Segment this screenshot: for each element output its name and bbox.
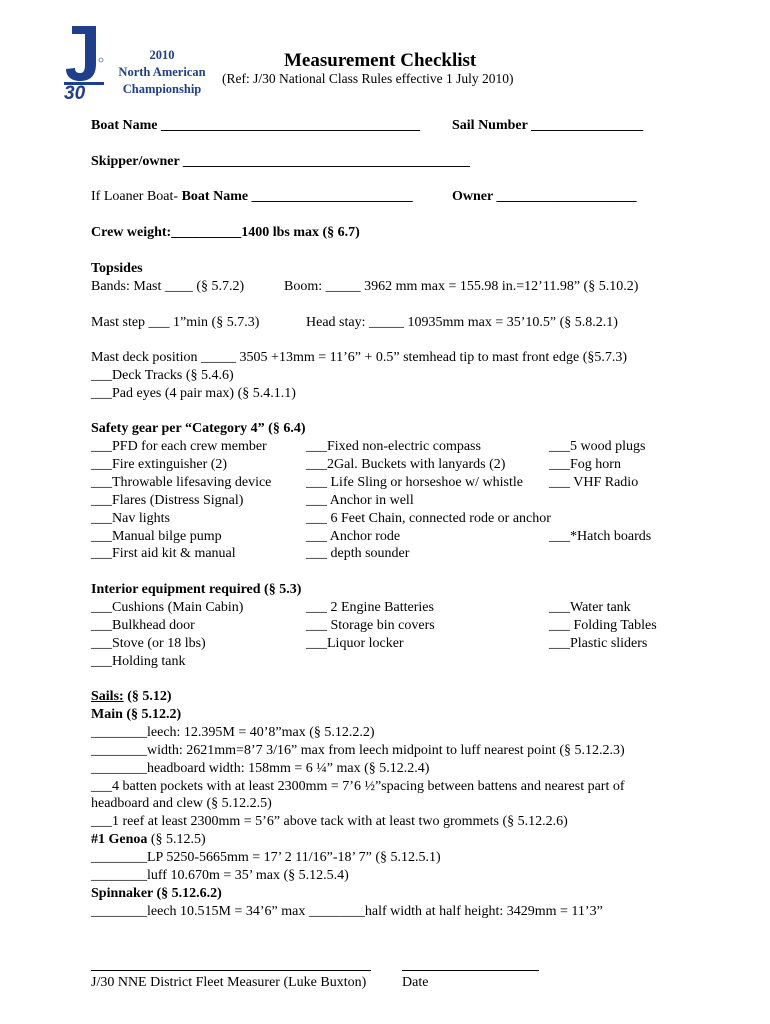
j30-class-logo xyxy=(62,24,106,100)
signature-line[interactable] xyxy=(91,970,371,971)
safety-col2-item[interactable]: ___Fixed non-electric compass xyxy=(306,439,481,454)
main-sail-item[interactable]: ___1 reef at least 2300mm = 5’6” above tack with at least two grommets (§ 5.12.2.6) xyxy=(91,814,568,829)
rules-reference: (Ref: J/30 National Class Rules effective 1 July 2010) xyxy=(222,71,514,86)
safety-col3-item[interactable]: ___Fog horn xyxy=(549,457,621,472)
owner-field[interactable]: Owner ____________________ xyxy=(452,189,637,204)
date-label: Date xyxy=(402,975,429,990)
signature-label: J/30 NNE District Fleet Measurer (Luke Buxton) xyxy=(91,975,367,990)
crew-weight-field[interactable]: Crew weight:__________1400 lbs max (§ 6.7) xyxy=(91,225,360,240)
loaner-prefix: If Loaner Boat- xyxy=(91,189,182,204)
interior-col2-item[interactable]: ___ Storage bin covers xyxy=(306,618,435,633)
safety-col1-item[interactable]: ___Fire extinguisher (2) xyxy=(91,457,228,472)
genoa-heading-label: #1 Genoa xyxy=(91,832,148,847)
safety-col2-item[interactable]: ___ Life Sling or horseshoe w/ whistle xyxy=(306,475,523,490)
main-sail-item[interactable]: ___4 batten pockets with at least 2300mm = 7’6 ½”spacing between battens and nearest part of xyxy=(91,779,625,794)
loaner-boat-field[interactable] xyxy=(91,189,413,205)
boat-name-field[interactable]: Boat Name _____________________________________ xyxy=(91,118,420,133)
safety-col1-item[interactable]: ___PFD for each crew member xyxy=(91,439,267,454)
head-stay-item[interactable]: Head stay: _____ 10935mm max = 35’10.5” (§ 5.8.2.1) xyxy=(306,315,618,330)
sails-heading xyxy=(91,689,172,705)
event-name xyxy=(113,47,211,98)
page-title: Measurement Checklist xyxy=(284,50,477,71)
sails-heading-label: Sails: xyxy=(91,689,124,704)
safety-col1-item[interactable]: ___Flares (Distress Signal) xyxy=(91,493,244,508)
mast-step-item[interactable]: Mast step ___ 1”min (§ 5.7.3) xyxy=(91,315,260,330)
safety-col3-item[interactable]: ___ VHF Radio xyxy=(549,475,639,490)
event-year: 2010 xyxy=(149,48,175,62)
main-sail-item-continued: headboard and clew (§ 5.12.2.5) xyxy=(91,796,272,811)
genoa-item[interactable]: ________LP 5250-5665mm = 17’ 2 11/16”-18’ 7” (§ 5.12.5.1) xyxy=(91,850,441,865)
loaner-boat-name: Boat Name _______________________ xyxy=(181,189,413,204)
genoa-item[interactable]: ________luff 10.670m = 35’ max (§ 5.12.5.4) xyxy=(91,868,349,883)
pad-eyes-item[interactable]: ___Pad eyes (4 pair max) (§ 5.4.1.1) xyxy=(91,386,296,401)
deck-tracks-item[interactable]: ___Deck Tracks (§ 5.4.6) xyxy=(91,368,234,383)
genoa-heading xyxy=(91,832,206,848)
mast-deck-position-item[interactable]: Mast deck position _____ 3505 +13mm = 11’6” + 0.5” stemhead tip to mast front edge (§5.7.3) xyxy=(91,350,628,365)
safety-col1-item[interactable]: ___First aid kit & manual xyxy=(91,546,236,561)
boom-item[interactable]: Boom: _____ 3962 mm max = 155.98 in.=12’11.98” (§ 5.10.2) xyxy=(284,279,639,294)
event-type: Championship xyxy=(122,82,202,96)
spinnaker-heading: Spinnaker (§ 5.12.6.2) xyxy=(91,886,222,901)
safety-col1-item[interactable]: ___Nav lights xyxy=(91,511,170,526)
interior-col3-item[interactable]: ___ Folding Tables xyxy=(549,618,657,633)
sail-number-field[interactable]: Sail Number ________________ xyxy=(452,118,644,133)
skipper-owner-field[interactable]: Skipper/owner _________________________________________ xyxy=(91,154,470,169)
interior-col3-item[interactable]: ___Water tank xyxy=(549,600,631,615)
topsides-heading: Topsides xyxy=(91,261,143,276)
genoa-heading-ref: (§ 5.12.5) xyxy=(147,832,206,847)
interior-equipment-heading: Interior equipment required (§ 5.3) xyxy=(91,582,302,597)
safety-col2-item[interactable]: ___ Anchor in well xyxy=(306,493,414,508)
safety-col3-item[interactable]: ___5 wood plugs xyxy=(549,439,646,454)
safety-col2-item[interactable]: ___ depth sounder xyxy=(306,546,410,561)
main-sail-item[interactable]: ________width: 2621mm=8’7 3/16” max from leech midpoint to luff nearest point (§ 5.12.2.3) xyxy=(91,743,625,758)
safety-col2-item[interactable]: ___2Gal. Buckets with lanyards (2) xyxy=(306,457,506,472)
interior-col1-item[interactable]: ___Cushions (Main Cabin) xyxy=(91,600,244,615)
bands-mast-item[interactable]: Bands: Mast ____ (§ 5.7.2) xyxy=(91,279,245,294)
sails-heading-ref: (§ 5.12) xyxy=(123,689,172,704)
main-sail-item[interactable]: ________headboard width: 158mm = 6 ¼” max (§ 5.12.2.4) xyxy=(91,761,430,776)
main-heading: Main (§ 5.12.2) xyxy=(91,707,182,722)
interior-col3-item[interactable]: ___Plastic sliders xyxy=(549,636,648,651)
interior-col1-item[interactable]: ___Holding tank xyxy=(91,654,186,669)
safety-col3-item[interactable]: ___*Hatch boards xyxy=(549,529,652,544)
safety-col1-item[interactable]: ___Throwable lifesaving device xyxy=(91,475,272,490)
safety-col1-item[interactable]: ___Manual bilge pump xyxy=(91,529,222,544)
interior-col1-item[interactable]: ___Stove (or 18 lbs) xyxy=(91,636,206,651)
safety-col2-item[interactable]: ___ Anchor rode xyxy=(306,529,401,544)
main-sail-item[interactable]: ________leech: 12.395M = 40’8”max (§ 5.12.2.2) xyxy=(91,725,375,740)
spinnaker-item[interactable]: ________leech 10.515M = 34’6” max ________half width at half height: 3429mm = 11’3” xyxy=(91,904,603,919)
date-line[interactable] xyxy=(402,970,539,971)
interior-col2-item[interactable]: ___Liquor locker xyxy=(306,636,404,651)
interior-col2-item[interactable]: ___ 2 Engine Batteries xyxy=(306,600,434,615)
event-title: North American xyxy=(118,65,206,79)
safety-gear-heading: Safety gear per “Category 4” (§ 6.4) xyxy=(91,421,306,436)
safety-col2-item[interactable]: ___ 6 Feet Chain, connected rode or anchor xyxy=(306,511,551,526)
svg-text:30: 30 xyxy=(64,83,86,100)
interior-col1-item[interactable]: ___Bulkhead door xyxy=(91,618,195,633)
